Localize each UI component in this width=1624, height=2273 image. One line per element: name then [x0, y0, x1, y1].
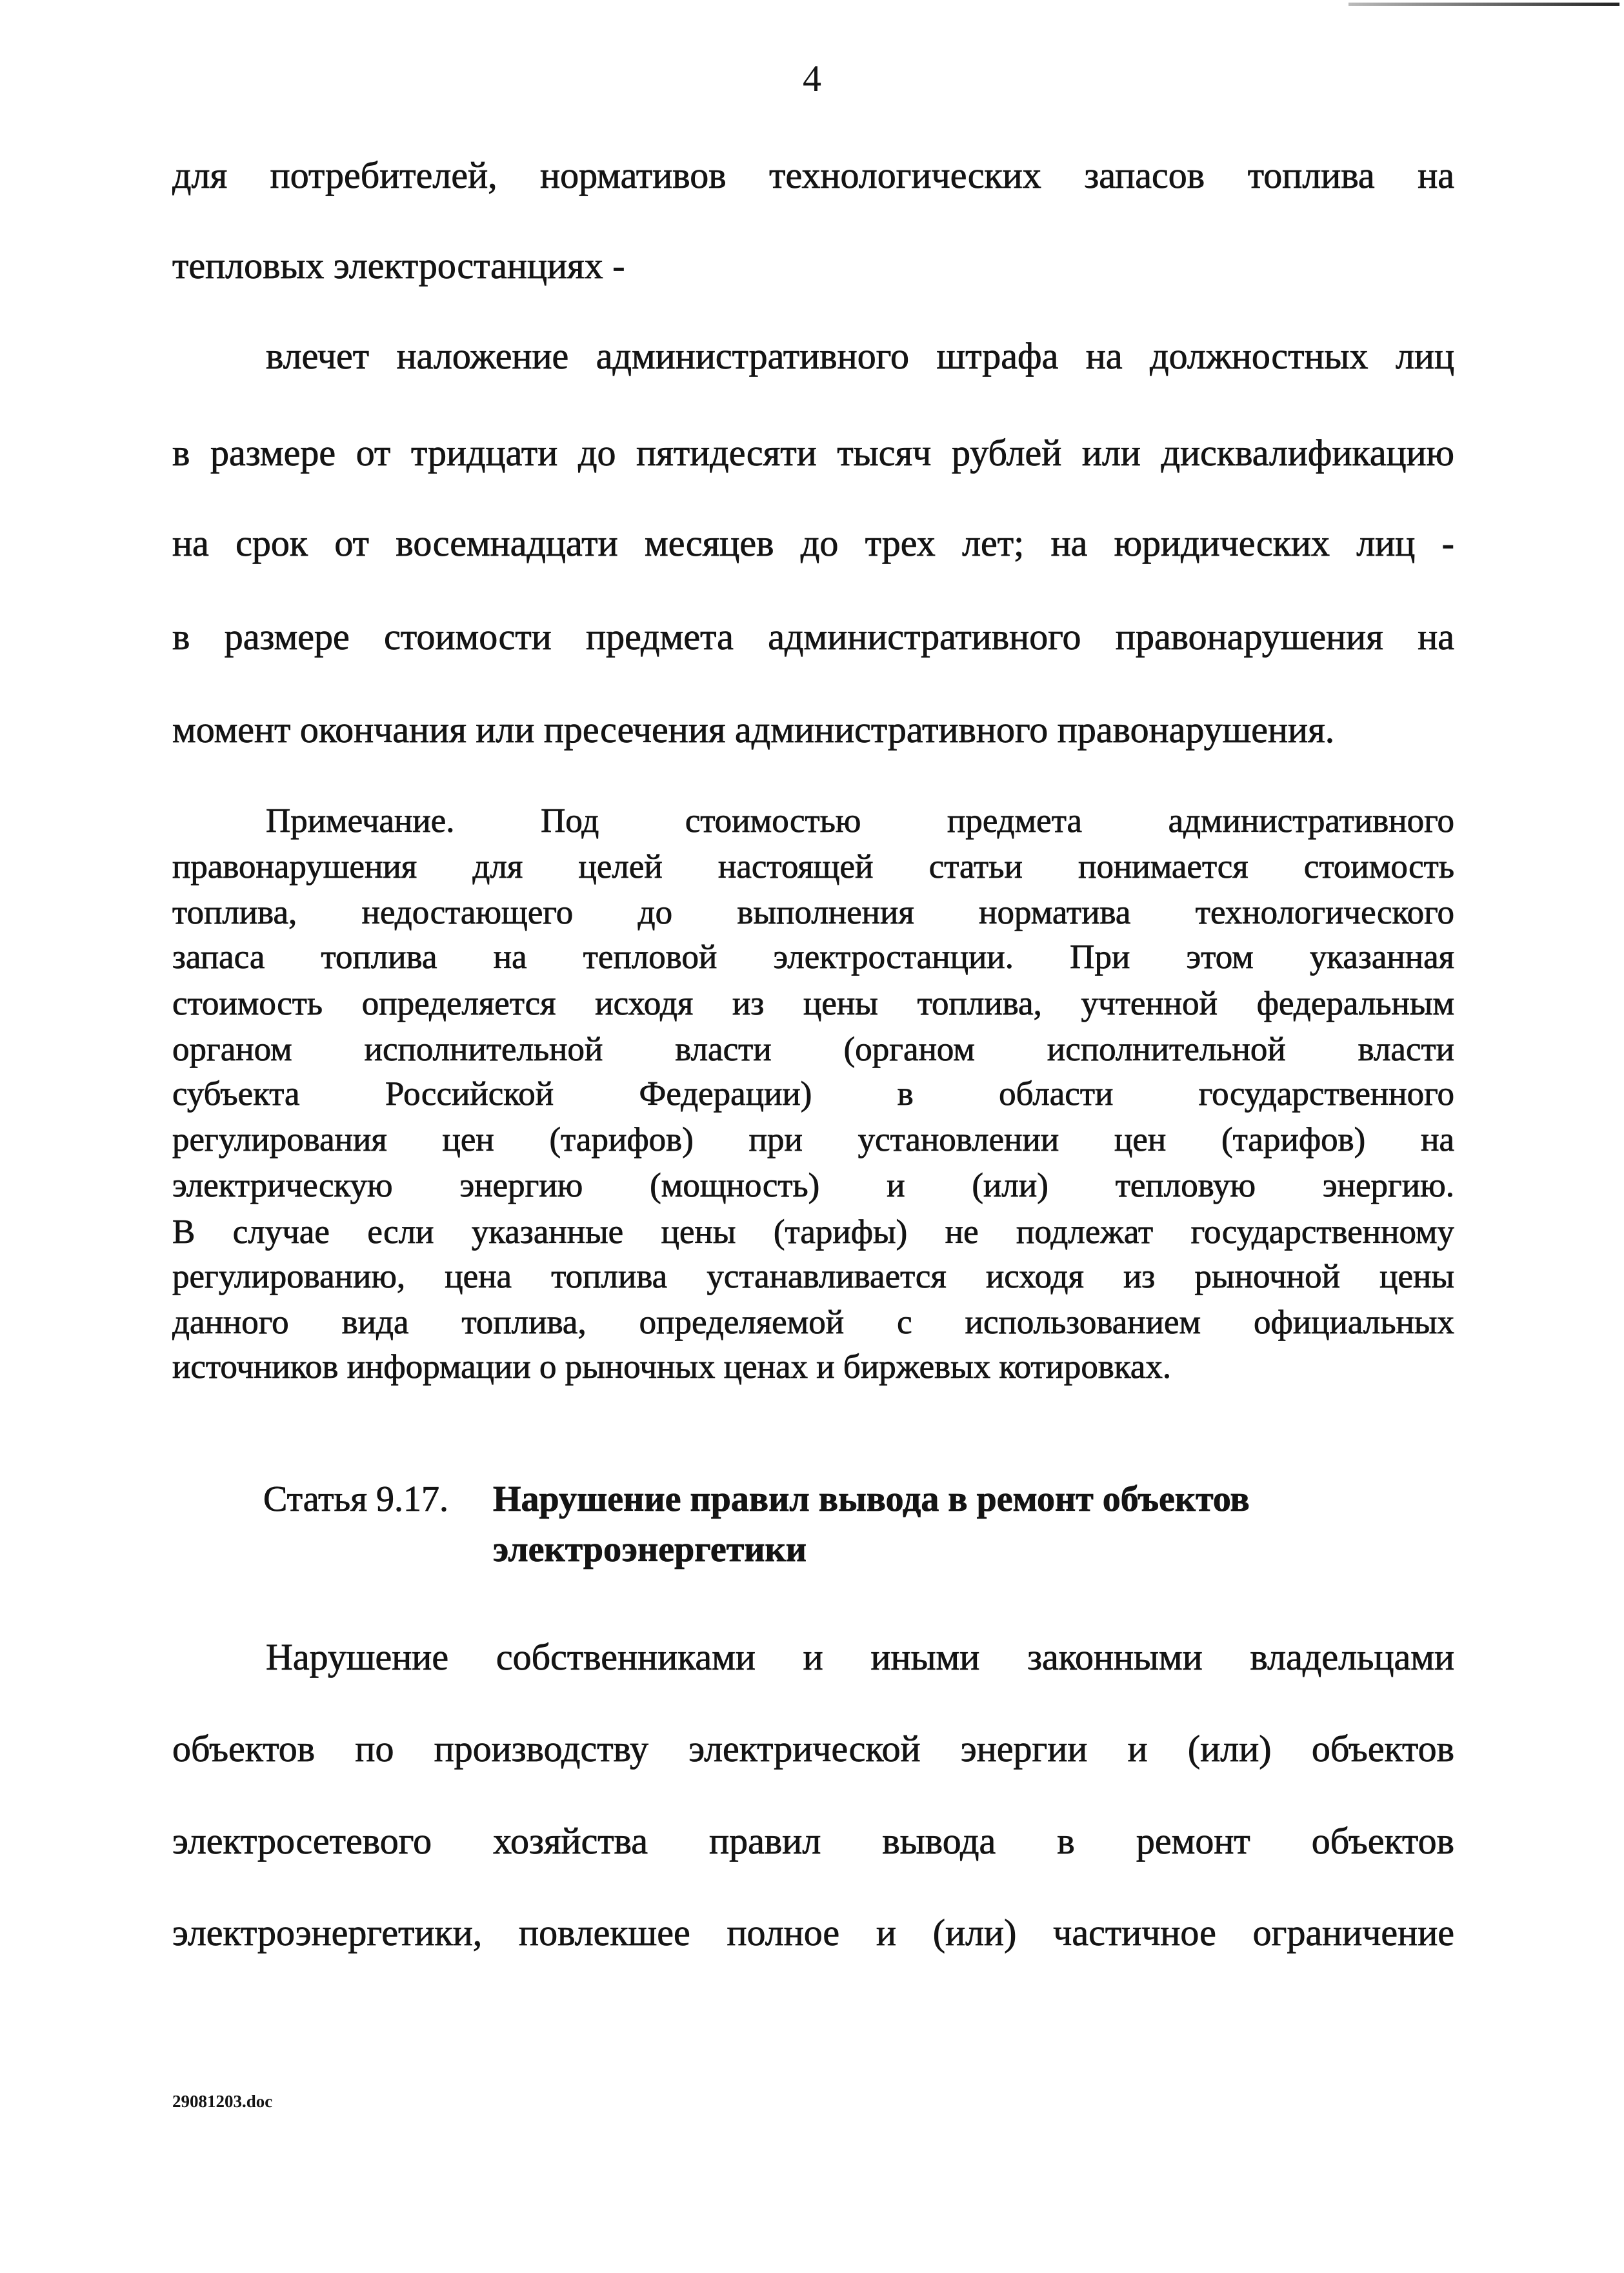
article-title-continued: электроэнергетики — [493, 1530, 807, 1570]
note-line: регулированию, цена топлива устанавливается исходя из рыночной цены — [172, 1258, 1454, 1295]
scan-artifact-line — [1348, 3, 1619, 6]
text-line: электроэнергетики, повлекшее полное и (или) частичное ограничение — [172, 1912, 1454, 1954]
document-filename: 29081203.doc — [172, 2092, 273, 2111]
note-line: правонарушения для целей настоящей статьи понимается стоимость — [172, 848, 1454, 885]
text-line: момент окончания или пресечения административного правонарушения. — [172, 709, 1335, 751]
note-line: электрическую энергию (мощность) и (или) тепловую энергию. — [172, 1167, 1454, 1204]
note-line: данного вида топлива, определяемой с использованием официальных — [172, 1304, 1454, 1341]
note-line: источников информации о рыночных ценах и биржевых котировках. — [172, 1348, 1172, 1386]
article-number: Статья 9.17. — [263, 1479, 448, 1519]
text-line: тепловых электростанциях - — [172, 245, 625, 287]
note-line: Примечание. Под стоимостью предмета административного — [266, 802, 1454, 840]
article-title: Нарушение правил вывода в ремонт объектов — [493, 1479, 1250, 1519]
page-number: 4 — [803, 57, 821, 99]
text-line: Нарушение собственниками и иными законными владельцами — [266, 1636, 1454, 1678]
note-line: регулирования цен (тарифов) при установлении цен (тарифов) на — [172, 1121, 1454, 1158]
text-line: электросетевого хозяйства правил вывода в ремонт объектов — [172, 1820, 1454, 1862]
text-line: в размере от тридцати до пятидесяти тысяч рублей или дисквалификацию — [172, 432, 1454, 474]
note-line: В случае если указанные цены (тарифы) не подлежат государственному — [172, 1213, 1454, 1251]
text-line: в размере стоимости предмета административного правонарушения на — [172, 616, 1454, 658]
text-line: влечет наложение административного штрафа на должностных лиц — [266, 335, 1454, 377]
note-line: стоимость определяется исходя из цены топлива, учтенной федеральным — [172, 985, 1454, 1022]
note-line: запаса топлива на тепловой электростанции. При этом указанная — [172, 938, 1454, 976]
note-line: субъекта Российской Федерации) в области государственного — [172, 1075, 1454, 1113]
text-line: объектов по производству электрической энергии и (или) объектов — [172, 1728, 1454, 1770]
note-line: органом исполнительной власти (органом исполнительной власти — [172, 1031, 1454, 1068]
text-line: на срок от восемнадцати месяцев до трех лет; на юридических лиц - — [172, 522, 1454, 564]
text-line: для потребителей, нормативов технологических запасов топлива на — [172, 154, 1454, 196]
note-line: топлива, недостающего до выполнения норматива технологического — [172, 894, 1454, 931]
